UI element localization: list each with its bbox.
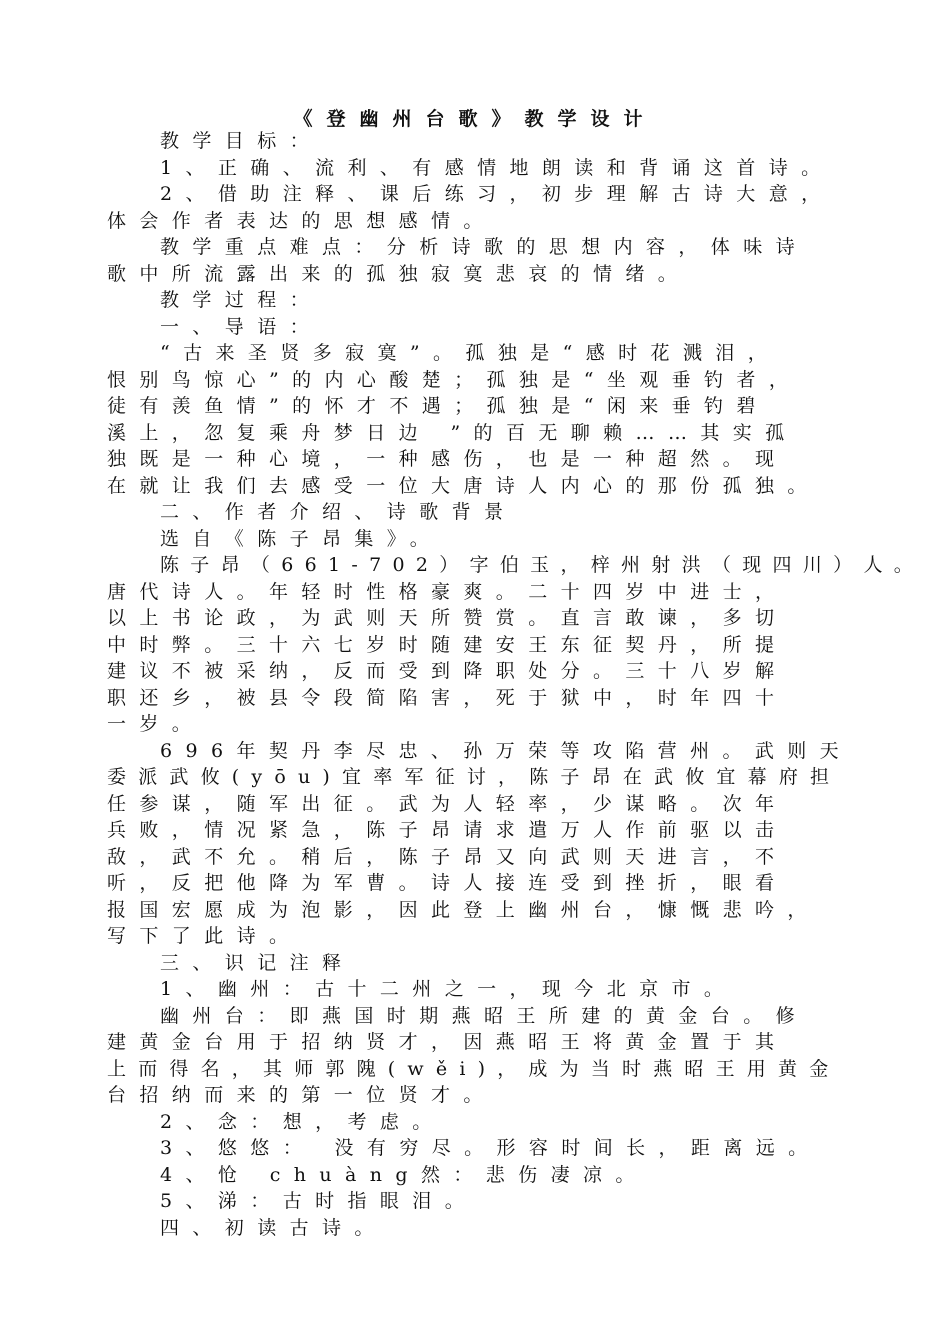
text-line: 4、怆 chuàng然：悲伤凄凉。	[160, 1164, 648, 1186]
text-line: 上而得名，其师郭隗(wěi)，成为当时燕昭王用黄金	[107, 1058, 841, 1080]
text-line: 5、涕：古时指眼泪。	[160, 1190, 478, 1212]
text-line: 体会作者表达的思想感情。	[107, 210, 496, 232]
text-line: 建议不被采纳，反而受到降职处分。三十八岁解	[107, 660, 788, 682]
text-line: “古来圣贤多寂寞”。孤独是“感时花溅泪，	[160, 342, 781, 364]
text-line: 中时弊。三十六七岁时随建安王东征契丹，所提	[107, 634, 788, 656]
section-heading: 四、初读古诗。	[160, 1217, 387, 1239]
text-line: 报国宏愿成为泡影，因此登上幽州台，慷慨悲吟，	[107, 899, 820, 921]
text-line: 职还乡，被县令段简陷害，死于狱中，时年四十	[107, 687, 788, 709]
text-line: 建黄金台用于招纳贤才，因燕昭王将黄金置于其	[107, 1031, 788, 1053]
text-line: 任参谋，随军出征。武为人轻率，少谋略。次年	[107, 793, 788, 815]
text-line: 委派武攸(yōu)宜率军征讨，陈子昂在武攸宜幕府担	[107, 766, 842, 788]
text-line: 以上书论政，为武则天所赞赏。直言敢谏，多切	[107, 607, 788, 629]
text-line: 歌中所流露出来的孤独寂寞悲哀的情绪。	[107, 263, 691, 285]
text-line: 敌，武不允。稍后，陈子昂又向武则天进言，不	[107, 846, 788, 868]
text-line: 听，反把他降为军曹。诗人接连受到挫折，眼看	[107, 872, 788, 894]
section-heading: 三、识记注释	[160, 952, 355, 974]
text-line: 唐代诗人。年轻时性格豪爽。二十四岁中进士，	[107, 581, 788, 603]
text-line: 恨别鸟惊心”的内心酸楚；孤独是“坐观垂钓者，	[107, 369, 802, 391]
text-line: 徒有羡鱼情”的怀才不遇；孤独是“闲来垂钓碧	[107, 395, 769, 417]
section-heading: 教学目标：	[160, 130, 323, 152]
section-heading: 一、导语：	[160, 316, 323, 338]
text-line: 在就让我们去感受一位大唐诗人内心的那份孤独。	[107, 475, 820, 497]
document-title: 《登幽州台歌》教学设计	[293, 108, 657, 130]
text-line: 2、念：想，考虑。	[160, 1111, 445, 1133]
text-line: 教学重点难点：分析诗歌的思想内容，体味诗	[160, 236, 809, 258]
text-line: 溪上，忽复乘舟梦日边 ”的百无聊赖……其实孤	[107, 422, 798, 444]
text-line: 写下了此诗。	[107, 925, 302, 947]
text-line: 1、幽州：古十二州之一，现今北京市。	[160, 978, 737, 1000]
text-line: 一岁。	[107, 713, 205, 735]
text-line: 3、悠悠： 没有穷尽。形容时间长，距离远。	[160, 1137, 821, 1159]
section-heading: 二、作者介绍、诗歌背景	[160, 501, 517, 523]
section-heading: 教学过程：	[160, 289, 323, 311]
text-line: 696年契丹李尽忠、孙万荣等攻陷营州。武则天	[160, 740, 853, 762]
text-line: 2、借助注释、课后练习，初步理解古诗大意，	[160, 183, 834, 205]
text-line: 独既是一种心境，一种感伤，也是一种超然。现	[107, 448, 788, 470]
text-line: 陈子昂（661-702）字伯玉，梓州射洪（现四川）人。	[160, 554, 925, 576]
text-line: 兵败，情况紧急，陈子昂请求遣万人作前驱以击	[107, 819, 788, 841]
text-line: 选自《陈子昂集》。	[160, 528, 443, 550]
text-line: 幽州台：即燕国时期燕昭王所建的黄金台。修	[160, 1005, 809, 1027]
text-line: 台招纳而来的第一位贤才。	[107, 1084, 496, 1106]
text-line: 1、正确、流利、有感情地朗读和背诵这首诗。	[160, 157, 834, 179]
